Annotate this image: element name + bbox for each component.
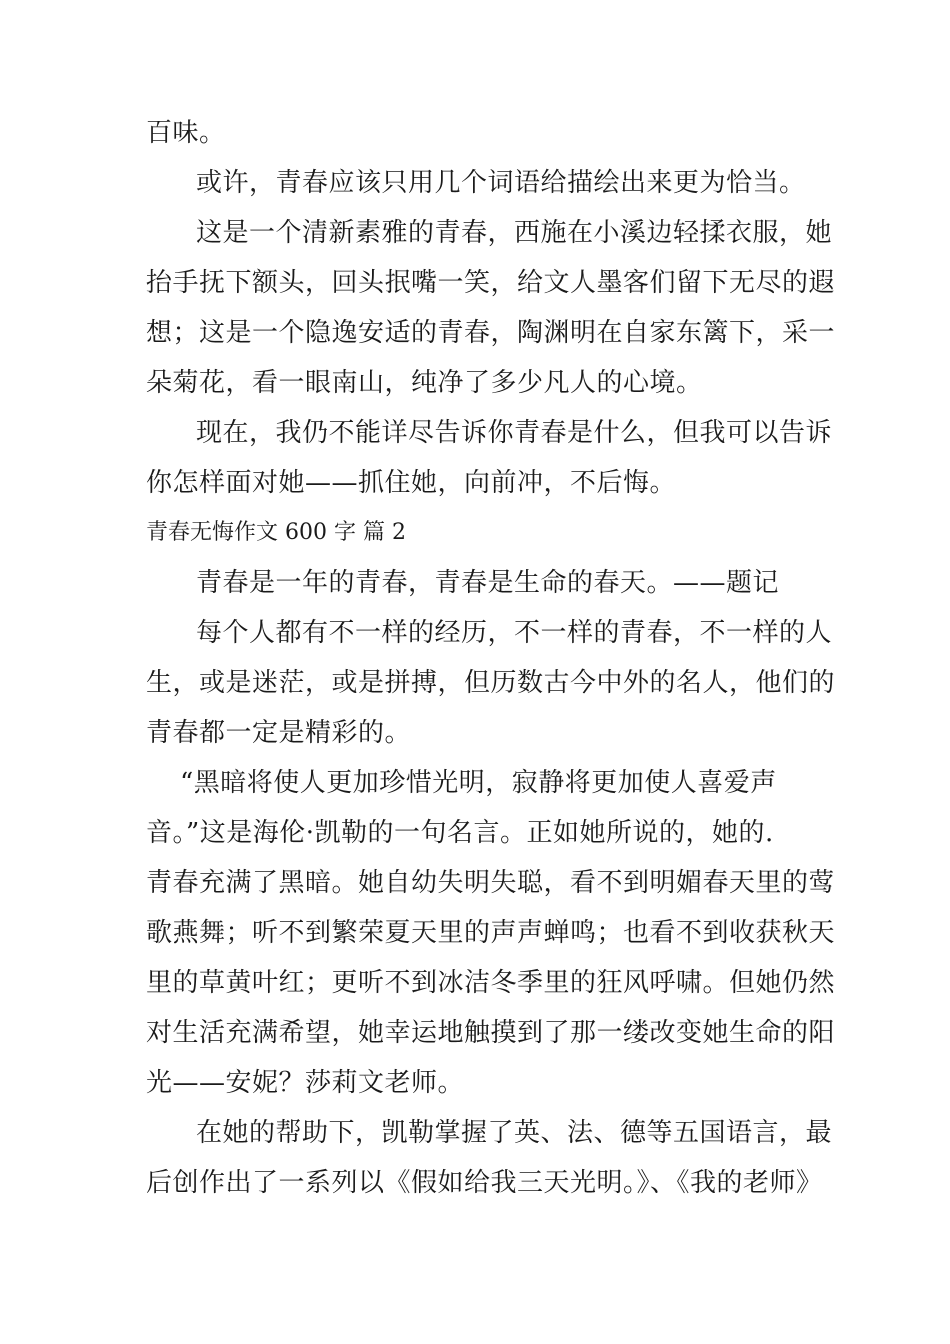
text-line: 现在，我仍不能详尽告诉你青春是什么，但我可以告诉 [196,418,833,448]
text-line: 朵菊花，看一眼南山，纯净了多少凡人的心境。 [146,368,703,398]
text-line: 歌燕舞；听不到繁荣夏天里的声声蝉鸣；也看不到收获秋天 [146,918,836,948]
text-line: 在她的帮助下，凯勒掌握了英、法、德等五国语言，最 [196,1118,833,1148]
text-line: 生，或是迷茫，或是拼搏，但历数古今中外的名人，他们的 [146,668,836,698]
text-line: 青春是一年的青春，青春是生命的春天。——题记 [196,568,780,598]
text-line: 青春充满了黑暗。她自幼失明失聪，看不到明媚春天里的莺 [146,868,836,898]
text-line: 音。”这是海伦·凯勒的一句名言。正如她所说的，她的. [146,818,774,848]
text-line: “黑暗将使人更加珍惜光明，寂静将更加使人喜爱声 [180,768,777,798]
text-line: 你怎样面对她——抓住她，向前冲，不后悔。 [146,468,677,498]
text-line: 里的草黄叶红；更听不到冰洁冬季里的狂风呼啸。但她仍然 [146,968,836,998]
text-line: 这是一个清新素雅的青春，西施在小溪边轻揉衣服，她 [196,218,833,248]
text-line: 对生活充满希望，她幸运地触摸到了那一缕改变她生命的阳 [146,1018,836,1048]
text-line: 或许，青春应该只用几个词语给描绘出来更为恰当。 [196,168,806,198]
text-line: 后创作出了一系列以《假如给我三天光明。》、《我的老师》 [146,1168,823,1198]
text-line: 青春都一定是精彩的。 [146,718,412,748]
text-line: 抬手抚下额头，回头抿嘴一笑，给文人墨客们留下无尽的遐 [146,268,836,298]
text-line: 每个人都有不一样的经历，不一样的青春，不一样的人 [196,618,833,648]
text-line: 想；这是一个隐逸安适的青春，陶渊明在自家东篱下，采一 [146,318,836,348]
text-line: 光——安妮？莎莉文老师。 [146,1068,465,1098]
text-line: 百味。 [146,118,226,148]
section-heading: 青春无悔作文 600 字 篇 2 [146,520,406,545]
